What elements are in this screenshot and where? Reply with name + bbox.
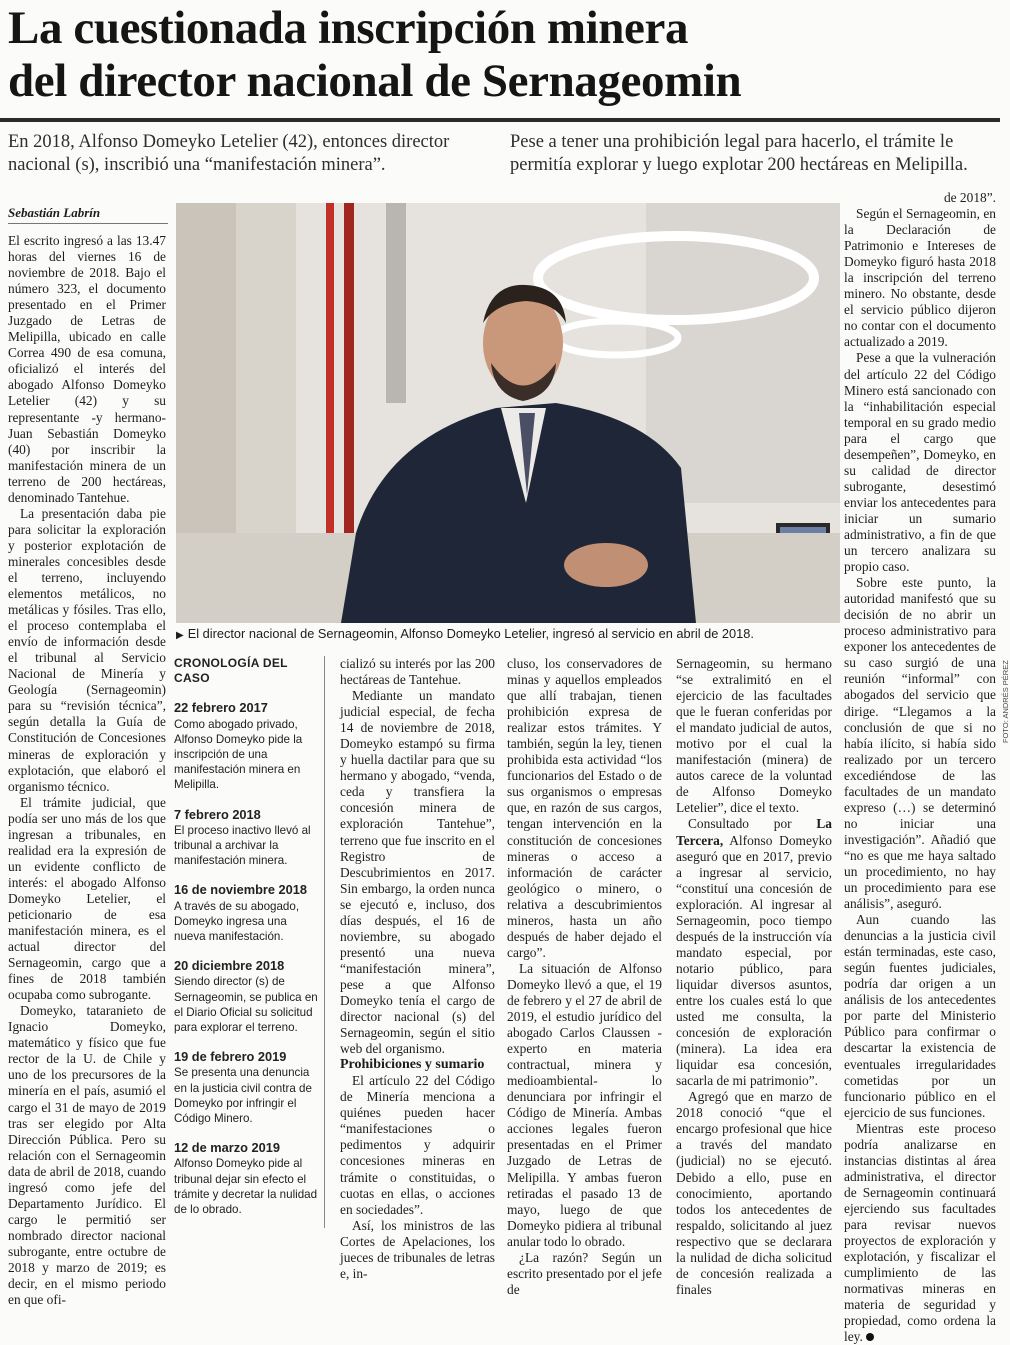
lede-left: En 2018, Alfonso Domeyko Letelier (42), entonces director nacional (s), inscribió una “manifestación minera”. <box>8 132 450 175</box>
timeline-entry <box>168 958 320 1035</box>
article-column-4 <box>507 656 662 1297</box>
timeline-entry <box>168 700 320 792</box>
timeline-text: Alfonso Domeyko pide al tribunal dejar sin efecto el trámite y decretar la nulidad de lo obrado. <box>174 1157 318 1217</box>
paragraph: Agregó que en marzo de 2018 conoció “que el encargo profesional que hice a través del mandato (judicial) no se ejecutó. Debido a ello, puse en conocimiento, aportando todos los antecedentes de respaldo, solicitando al juez respectivo que se declarara la nulidad de dicha solicitud de concesión realizada a finales <box>676 1089 832 1297</box>
end-mark-icon <box>866 1333 874 1341</box>
timeline-date: 20 diciembre 2018 <box>174 958 285 974</box>
timeline-entry <box>168 882 320 944</box>
paragraph: Aun cuando las denuncias a la justicia civil están terminadas, este caso, según fuentes judiciales, podría dar origen a un análisis de los antecedentes por parte del Ministerio Público para confirmar o descartar la existencia de eventuales irregularidades cometidas por un funcionario público en el ejercicio de sus funciones. <box>844 912 996 1120</box>
photo-illustration <box>176 203 840 623</box>
paragraph <box>676 816 832 1089</box>
timeline-date: 12 de marzo 2019 <box>174 1140 280 1156</box>
paragraph: El artículo 22 del Código de Minería menciona a quiénes pueden hacer “manifestaciones o pedimentos y adquirir concesiones mineras en trámite o constituidas, o cuotas en ellas, o acciones en sociedades”. <box>340 1073 495 1217</box>
timeline-date: 19 de febrero 2019 <box>174 1049 287 1065</box>
timeline-text: Como abogado privado, Alfonso Domeyko pide la inscripción de una manifestación minera en Melipilla. <box>174 717 303 792</box>
article-column-6 <box>844 190 996 1345</box>
paragraph: cluso, los conservadores de minas y aquellos empleados que allí trabajan, tienen prohibición expresa de realizar estos trámites. Y también, según la ley, tienen prohibida esta actividad “los funcionarios del Estado o de sus organismos o empresas que, en razón de sus cargos, tengan intervención en la constitución de concesiones mineras o acceso a información de carácter geológico o minero, o relativa a descubrimientos mineros, hasta un año después de haber dejado el cargo”. <box>507 656 662 960</box>
top-rule <box>0 118 1000 122</box>
paragraph: La situación de Alfonso Domeyko llevó a que, el 19 de febrero y el 27 de abril de 2019, el estudio jurídico del abogado Carlos Claussen -experto en materia contractual, minera y medioambiental- lo denunciara por infringir el Código de Minería. Ambas acciones legales fueron presentadas en el Primer Juzgado de Letras de Melipilla. Y ambas fueron retiradas el pasado 13 de mayo, luego de que Domeyko pidiera al tribunal anular todo lo obrado. <box>507 960 662 1249</box>
timeline-entry <box>168 1140 320 1217</box>
photo-credit: FOTO: ANDRÉS PÉREZ <box>1001 660 1010 743</box>
article-column-5 <box>676 656 832 1297</box>
timeline-title: CRONOLOGÍA DEL CASO <box>174 656 288 686</box>
timeline-text: El proceso inactivo llevó al tribunal a archivar la manifestación minera. <box>174 823 311 868</box>
paragraph: Mediante un mandato judicial especial, de fecha 14 de noviembre de 2018, Domeyko estampó su firma y huella dactilar para que su hermano y abogado, “venda, ceda y transfiera la concesión minera de exploración Tantehue”, terreno que fue inscrito en el Registro de Descubrimientos en 2017. Sin embargo, la orden nunca se ejecutó e, incluso, dos días después, el 16 de noviembre, su abogado presentó una nueva “manifestación minera”, pese a que Alfonso Domeyko tenía el cargo de director nacional (s) del Sernageomin, según el sitio web del organismo. <box>340 688 495 1057</box>
timeline-entry <box>168 807 320 869</box>
paragraph: cializó su interés por las 200 hectáreas de Tantehue. <box>340 656 495 688</box>
paragraph: Según el Sernageomin, en la Declaración de Patrimonio e Intereses de Domeyko figuró hasta 2018 la inscripción del terreno minero. No obstante, desde el servicio público dijeron no contar con el documento actualizado a 2019. <box>844 206 996 350</box>
article-column-1 <box>8 233 166 1308</box>
timeline-date: 7 febrero 2018 <box>174 806 261 822</box>
timeline-date: 22 febrero 2017 <box>174 700 268 716</box>
caption-arrow-icon: ▶ <box>176 630 184 641</box>
caption-text: El director nacional de Sernageomin, Alfonso Domeyko Letelier, ingresó al servicio en abril de 2018. <box>187 626 754 641</box>
paragraph: Así, los ministros de las Cortes de Apelaciones, los jueces de tribunales de letras e, in- <box>340 1217 495 1281</box>
paragraph: La presentación daba pie para solicitar la exploración y posterior explotación de minerales concesibles desde el terreno, incluyendo elementos metálicos, no metálicas y fósiles. Tras ello, el proceso contemplaba el envío de información desde el tribunal al Servicio Nacional de Minería y Geología (Sernageomin) para su “revisión técnica”, según detalla la Guía de Constitución de Concesiones mineras de exploración y explotación, que elaboró el organismo técnico. <box>8 505 166 794</box>
timeline-text: Siendo director (s) de Sernageomin, se publica en el Diario Oficial su solicitud para explorar el terreno. <box>174 975 318 1035</box>
article-column-3 <box>340 656 495 1281</box>
lede-right: Pese a tener una prohibición legal para hacerlo, el trámite le permitía explorar y luego explotar 200 hectáreas en Melipilla. <box>510 132 968 175</box>
timeline-text: A través de su abogado, Domeyko ingresa una nueva manifestación. <box>174 899 300 944</box>
paragraph: El trámite judicial, que podía ser uno más de los que ingresan a tribunales, en realidad era la expresión de un evidente conflicto de interés: el abogado Alfonso Domeyko Letelier, el peticionario de esa manifestación minera, es el actual director del Sernageomin, cargo que a fines de 2018 también ocupaba como subrogante. <box>8 794 166 1003</box>
headline <box>8 2 998 108</box>
paragraph: Sernageomin, su hermano “se extralimitó en el ejercicio de las facultades que le fueran conferidas por el mandato judicial de autos, motivo por el cual la manifestación (minera) de autos carece de la voluntad de Alfonso Domeyko Letelier”, dice el texto. <box>676 656 832 816</box>
timeline-sidebar <box>168 656 325 1228</box>
paragraph: de 2018”. <box>943 190 996 205</box>
newspaper-name: La Tercera, <box>676 816 832 848</box>
paragraph: ¿La razón? Según un escrito presentado por el jefe de <box>507 1249 662 1297</box>
byline: Sebastián Labrín <box>8 205 168 224</box>
timeline-entry <box>168 1049 320 1126</box>
subheading: Prohibiciones y sumario <box>340 1057 485 1073</box>
headline-line-1: La cuestionada inscripción minera <box>8 2 689 54</box>
paragraph-lead: Consultado por <box>688 816 817 832</box>
photo-caption <box>176 626 846 641</box>
paragraph: Sobre este punto, la autoridad manifestó que su decisión de no abrir un proceso administrativo para exponer los antecedentes de su caso surgió de una reunión “informal” con abogados del servicio que dirige. “Llegamos a la conclusión de que si no había ilícito, si había sido realizado por un tercero excediéndose de las facultades de un mandato expreso (…) se determinó no iniciar una investigación”. Añadió que “no es que me haya saltado un procedimiento, no hay un procedimiento para ese análisis”, aseguró. <box>844 575 996 912</box>
paragraph: El escrito ingresó a las 13.47 horas del viernes 16 de noviembre de 2018. Bajo el número 323, el documento presentado en el Primer Juzgado de Letras de Melipilla, ubicado en calle Correa 490 de esa comuna, oficializó el interés del abogado Alfonso Domeyko Letelier (42) y su representante -y hermano- Juan Sebastián Domeyko (40) por inscribir la manifestación minera de un terreno de 200 hectáreas, denominado Tantehue. <box>8 233 166 505</box>
paragraph: Pese a que la vulneración del artículo 22 del Código Minero está sancionado con la “inhabilitación especial temporal en su grado medio para el cargo que desempeñen”, Domeyko, en su calidad de director subrogante, desestimó enviar los antecedentes para iniciar un sumario administrativo, a fin de que un tercero analizara su propio caso. <box>844 350 996 575</box>
timeline-text: Se presenta una denuncia en la justicia civil contra de Domeyko por infringir el Código Minero. <box>174 1066 312 1126</box>
paragraph-text: Mientras este proceso podría analizarse en instancias distintas al área administrativa, el director de Sernageomin continuará ejerciendo sus facultades para revisar nuevos proyectos de exploración y explotación, y fiscalizar el cumplimiento de las normativas mineras en materia de seguridad y propiedad, como ordena la ley. <box>844 1120 996 1345</box>
paragraph-rest: Alfonso Domeyko aseguró que en 2017, previo a ingresar al servicio, “constituí una concesión de exploración. Al ingresar al Sernageomin, poco tiempo después de la instrucción vía mandato especial, por notario público, para liquidar diversos asuntos, entre los cuales está lo que usted me consulta, la concesión de exploración (minera). La idea era liquidar esa concesión, sacarla de mi patrimonio”. <box>676 832 832 1089</box>
paragraph <box>844 1121 996 1345</box>
headline-line-2: del director nacional de Sernageomin <box>8 55 742 107</box>
paragraph: Domeyko, tataranieto de Ignacio Domeyko, matemático y físico que fue rector de la U. de Chile y uno de los precursores de la minería en el país, asumió el cargo el 31 de mayo de 2019 tras ser elegido por Alta Dirección Pública. Pero su relación con el Sernageomin data de abril de 2018, cuando ingresó como jefe del Departamento Jurídico. El cargo le permitió ser nombrado director nacional subrogante, entre octubre de 2018 y marzo de 2019; es decir, en el mismo periodo en que ofi- <box>8 1003 166 1308</box>
timeline-date: 16 de noviembre 2018 <box>174 882 308 898</box>
